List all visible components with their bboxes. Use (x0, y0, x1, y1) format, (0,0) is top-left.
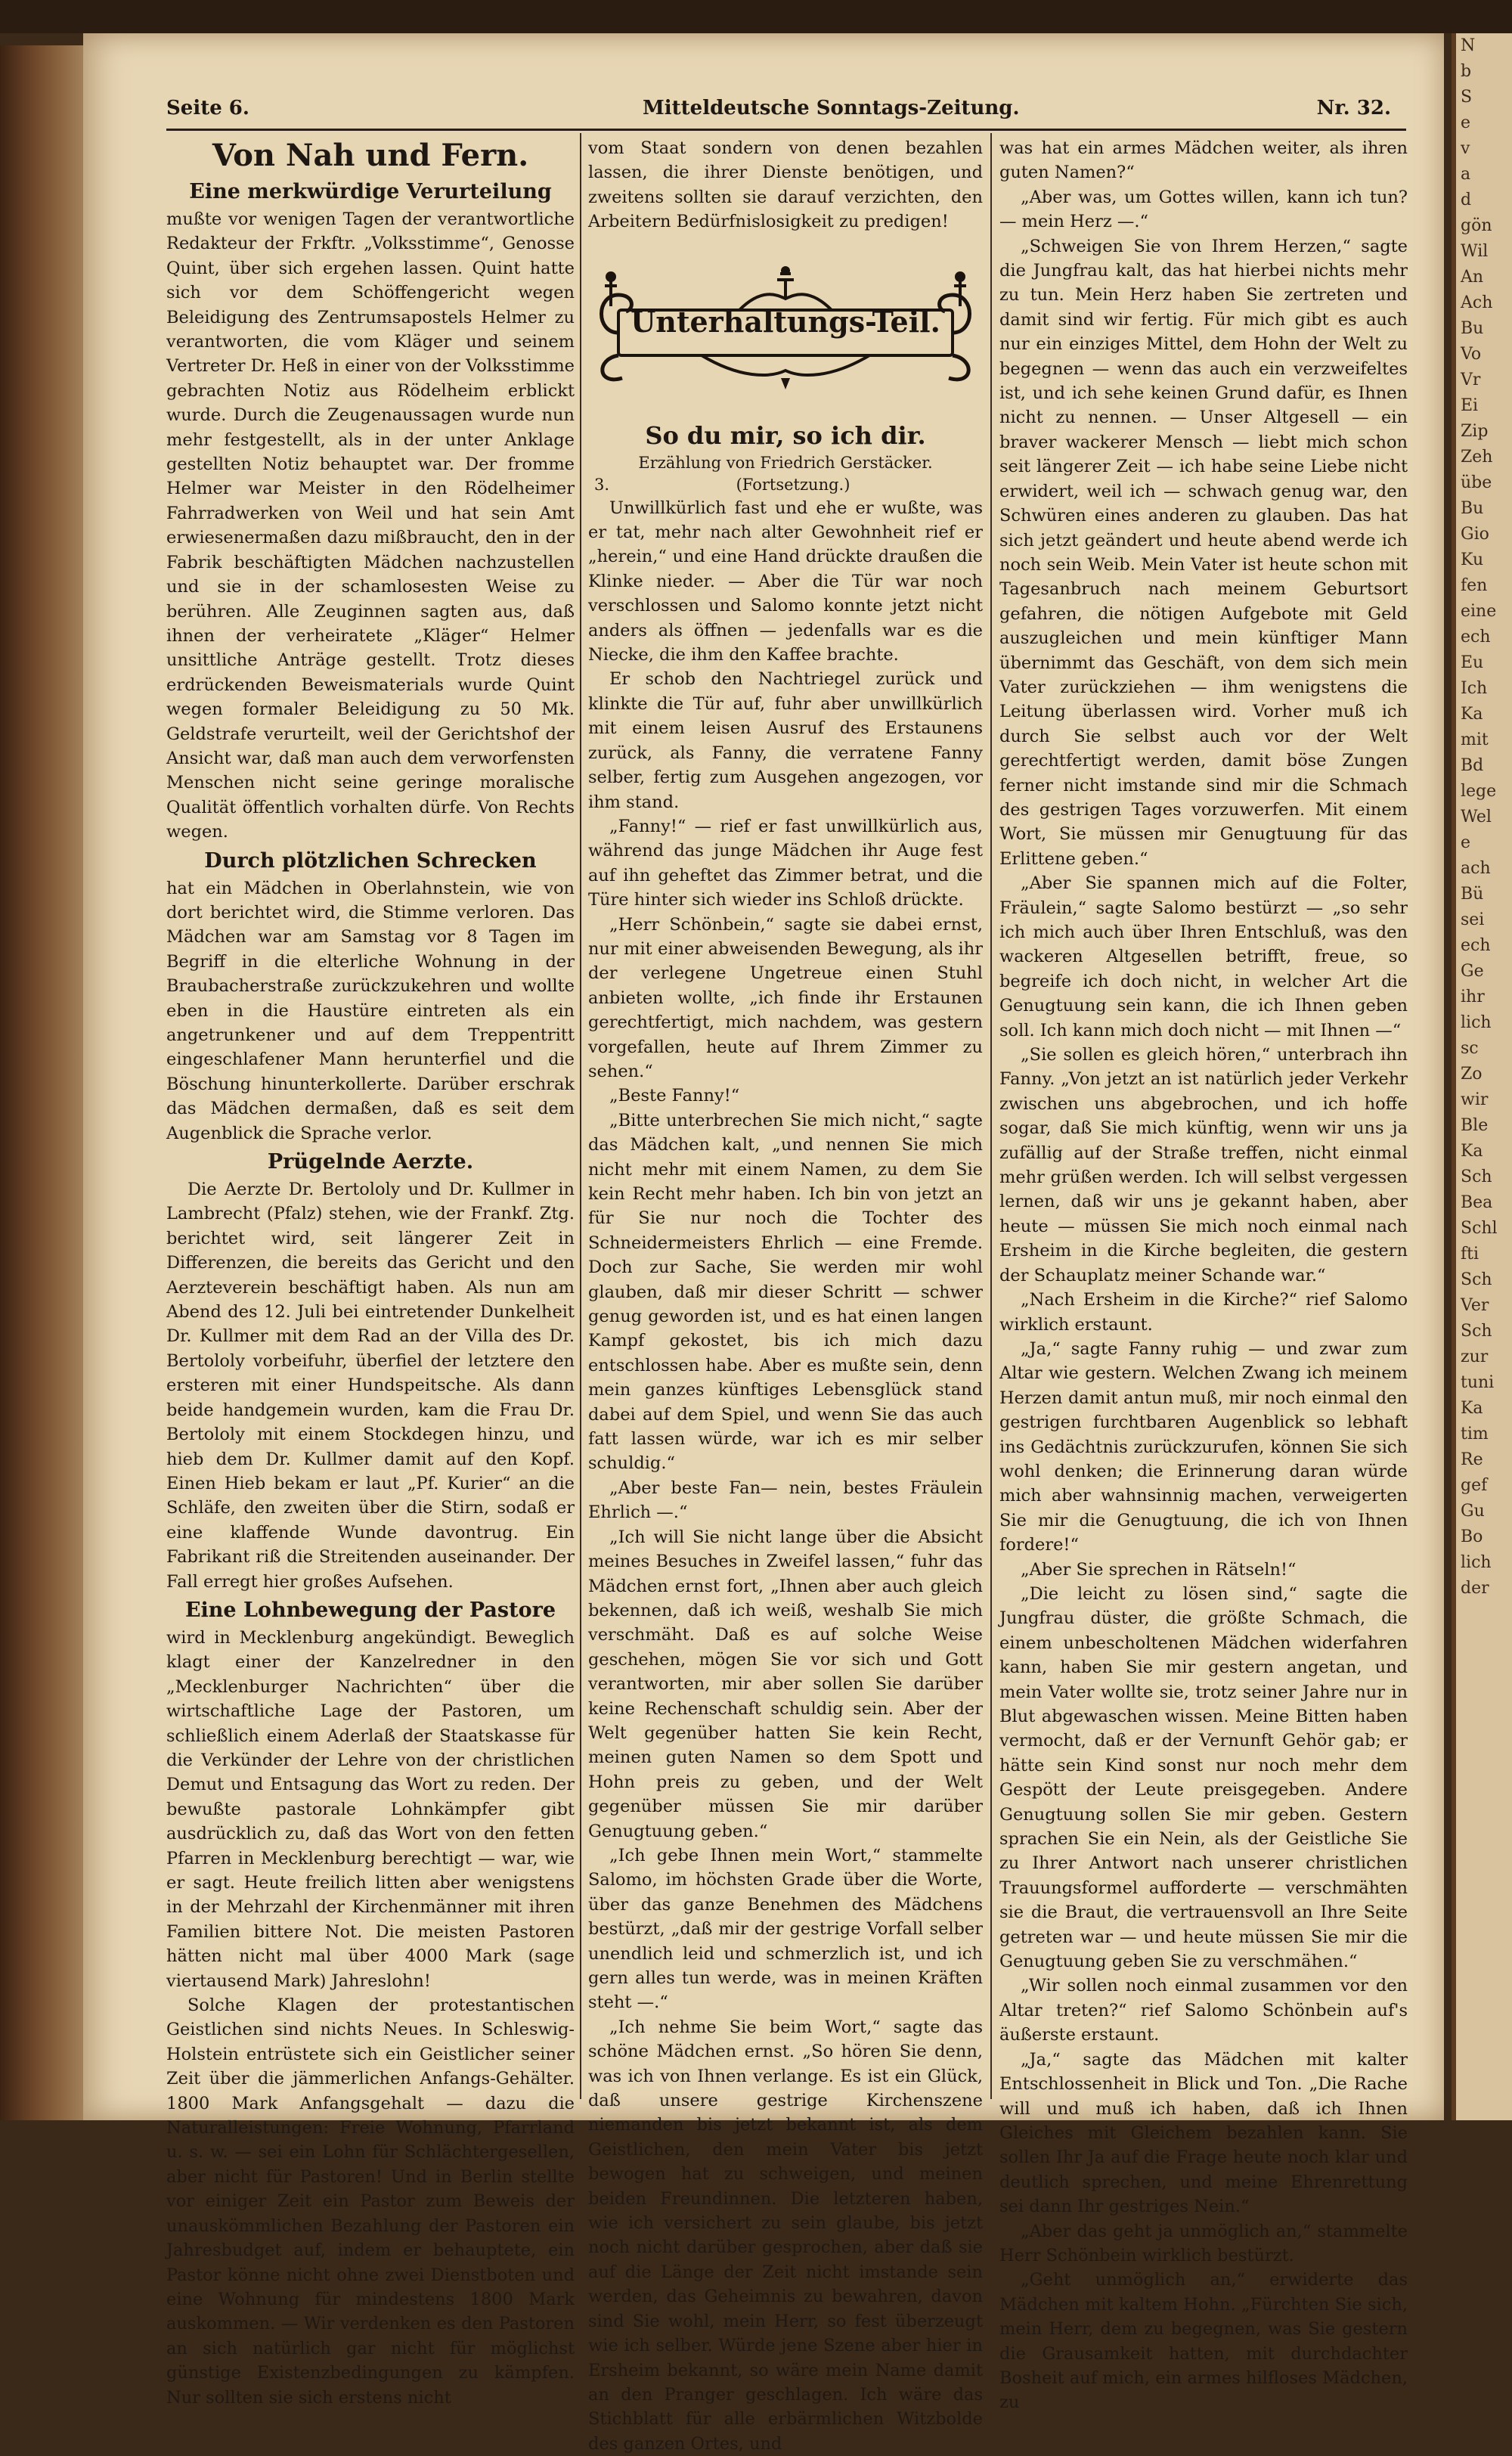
adjacent-page-edge (1452, 33, 1512, 2120)
article-heading: Durch plötzlichen Schrecken (204, 848, 537, 873)
adjacent-page-text-fragment: Gio (1461, 525, 1489, 544)
page-header (166, 97, 1391, 127)
adjacent-page-text-fragment: Re (1461, 1450, 1483, 1469)
adjacent-page-text-fragment: An (1461, 268, 1484, 287)
adjacent-page-text-fragment: Ka (1461, 1142, 1483, 1161)
adjacent-page-text-fragment: fti (1461, 1245, 1479, 1264)
story-paragraph: „Ich nehme Sie beim Wort,“ sagte das schöne Mädchen ernst. „So hören Sie denn, was ich von Ihnen verlange. Es ist ein Glück, daß unsere gestrige Kirchenszene niemanden bis jetzt bekannt ist, als dem Geistlichen, den mein Vater bis jetzt bewogen hat zu schweigen, und meinen beiden Freundinnen. Die letzteren haben, wie ich versichert zu sein glaube, bis jetzt noch nicht darüber gesprochen, aber daß sie auf die Länge der Zeit nicht imstande sein werden, das Geheimnis zu bewahren, davon sind Sie wohl, mein Herr, so fest überzeugt wie ich selber. Würde jene Szene aber hier in Ersheim bekannt, so wäre mein Name damit an den Pranger geschlagen. Ich wäre das Stichblatt für alle erbärmlichen Witzbolde des ganzen Ortes, und (588, 2017, 983, 2454)
adjacent-page-text-fragment: Ei (1461, 396, 1479, 415)
adjacent-page-text-fragment: lich (1461, 1553, 1492, 1572)
adjacent-page-text-fragment: Bo (1461, 1527, 1483, 1546)
story-paragraph: „Aber was, um Gottes willen, kann ich tun? — mein Herz —.“ (999, 187, 1408, 232)
adjacent-page-text-fragment: Ich (1461, 679, 1488, 698)
adjacent-page-text-fragment: tim (1461, 1425, 1489, 1444)
story-title: So du mir, so ich dir. (645, 420, 926, 450)
adjacent-page-text-fragment: Bea (1461, 1193, 1493, 1212)
story-paragraph: „Ja,“ sagte Fanny ruhig — und zwar zum Altar wie gestern. Welchen Zwang ich meinem Herzen damit antun muß, mir noch einmal den gestrigen furchtbaren Augenblick so lebhaft ins Gedächtnis zurückzurufen, können Sie sich wohl denken; die Erinnerung daran würde mich aber wahnsinnig machen, verweigerten Sie mir die Genugtuung, die ich von Ihnen fordere!“ (999, 1338, 1408, 1555)
adjacent-page-text-fragment: ech (1461, 936, 1491, 955)
adjacent-page-text-fragment: Ver (1461, 1296, 1489, 1315)
adjacent-page-text-fragment: Bü (1461, 885, 1484, 904)
story-paragraph: „Aber Sie sprechen in Rätseln!“ (1021, 1559, 1297, 1580)
adjacent-page-text-fragment: Ku (1461, 550, 1484, 569)
adjacent-page-text-fragment: Bu (1461, 499, 1484, 518)
story-paragraph: „Ja,“ sagte das Mädchen mit kalter Entschlossenheit in Blick und Ton. „Die Rache will und muß ich haben, daß ich Ihnen Gleiches mit Gleichem bezahlen kann. Sie sollen Ihr Ja auf die Frage heute noch klar und deutlich sprechen, und meine Ehrenrettung sei dann Ihr gestriges Nein.“ (999, 2049, 1408, 2217)
adjacent-page-text-fragment: N (1461, 36, 1476, 55)
adjacent-page-text-fragment: Schl (1461, 1219, 1498, 1238)
adjacent-page-text-fragment: gef (1461, 1476, 1488, 1495)
adjacent-page-text-fragment: Vr (1461, 371, 1481, 389)
story-paragraph: „Aber Sie spannen mich auf die Folter, Fräulein,“ sagte Salomo bestürzt — „so sehr ich mich auch über Ihren Entschluß, was den wackeren Altgesellen betrifft, freue, so begreife ich doch nicht, in welcher Art die Genugtuung sein kann, die ich Ihnen geben soll. Ich kann mich doch nicht — mit Ihnen —“ (999, 873, 1408, 1040)
section-title: Von Nah und Fern. (212, 138, 529, 173)
adjacent-page-text-fragment: ech (1461, 628, 1491, 647)
adjacent-page-text-fragment: Ka (1461, 705, 1483, 724)
story-paragraph: was hat ein armes Mädchen weiter, als ihren guten Namen?“ (999, 138, 1408, 183)
adjacent-page-text-fragment: Sch (1461, 1322, 1492, 1341)
article-heading: Eine merkwürdige Verurteilung (189, 180, 552, 203)
newspaper-title: Mitteldeutsche Sonntags-Zeitung. (643, 97, 1020, 119)
adjacent-page-text-fragment: lege (1461, 782, 1497, 801)
entertainment-section-title: Unterhaltungs-Teil. (631, 304, 940, 339)
installment-number: 3. (594, 475, 610, 494)
article-heading: Prügelnde Aerzte. (267, 1150, 474, 1174)
story-paragraph: „Beste Fanny!“ (609, 1086, 740, 1106)
story-paragraph: „Schweigen Sie von Ihrem Herzen,“ sagte die Jungfrau kalt, das hat hierbei nichts mehr zu tun. Mein Herz haben Sie zertreten und damit sind wir fertig. Für mich gibt es auch nur ein einziges Mittel, dem Hohn der Welt zu begegnen — wenn das auch ein verzweifeltes ist, und ich sehe keinen Grund dafür, es Ihnen nicht zu nennen. — Unser Altgesell — ein braver wackerer Mensch — liebt mich schon seit längerer Zeit — ich habe seine Liebe nicht erwidert, weil ich — schwach genug war, den Schwüren eines anderen zu glauben. Das hat sich jetzt geändert und heute abend werde ich noch sein Weib. Mein Vater ist heute schon mit Tagesanbruch nach meinem Geburtsort gefahren, die nötigen Aufgebote mit Geld auszugleichen und mein künftiger Mann übernimmt das Geschäft, von dem sich mein Vater zurückziehen — ihm wenigstens die Leitung überlassen wird. Vorher muß ich durch Sie selbst auch vor der Welt gerechtfertigt werden, damit böse Zungen ferner nicht imstande sind mir die Schmach des gestrigen Tages vorzuwerfen. Mit einem Wort, Sie müssen mir Genugtuung für das Erlittene geben.“ (999, 236, 1408, 869)
story-paragraph: „Herr Schönbein,“ sagte sie dabei ernst, nur mit einer abweisenden Bewegung, als ihr der verlegene Ungetreue einen Stuhl anbieten wollte, „ich finde ihr Erstaunen gerechtfertigt, mich nachdem, was gestern vorgefallen, heute auf Ihrem Zimmer zu sehen.“ (588, 914, 983, 1081)
adjacent-page-text-fragment: eine (1461, 602, 1497, 621)
story-body (999, 136, 1408, 2415)
article-paragraph: Solche Klagen der protestantischen Geistlichen sind nichts Neues. In Schleswig-Holstein entrüstete sich ein Geistlicher seiner Zeit über die jämmerlichen Anfangs-Gehälter. 1800 Mark Anfangsgehalt — dazu die Naturalleistungen: Freie Wohnung, Pfarrland u. s. w. — sei ein Lohn für Schlächtergesellen, aber nicht für Pastoren! Und in Berlin stellte vor einiger Zeit ein Pastor zum Beweis der unauskömmlichen Bezahlung der Pastoren ein Jahresbudget auf, indem er behauptete, ein Pastor könne nicht ohne zwei Dienstboten und eine Wohnung für mindestens 1800 Mark auskommen. — Wir verdenken es den Pastoren an sich natürlich gar nicht für möglichst günstige Existenzbedingungen zu kämpfen. Nur sollten sie sich erstens nicht (166, 1996, 575, 2408)
adjacent-page-text-fragment: Zo (1461, 1065, 1483, 1084)
adjacent-page-text-fragment: Ble (1461, 1116, 1489, 1135)
adjacent-page-text-fragment: a (1461, 165, 1471, 184)
story-paragraph: Er schob den Nachtriegel zurück und klinkte die Tür auf, fuhr aber unwillkürlich mit einem leisen Ausruf des Erstaunens zurück, als Fanny, die verratene Fanny selber, fertig zum Ausgehen angezogen, vor ihm stand. (588, 669, 983, 812)
adjacent-page-text-fragment: mit (1461, 730, 1489, 749)
adjacent-page-text-fragment: sc (1461, 1039, 1479, 1058)
issue-number: Nr. 32. (1316, 97, 1391, 119)
article-paragraph: Die Aerzte Dr. Bertololy und Dr. Kullmer in Lambrecht (Pfalz) stehen, wie der Frankf. Ztg. berichtet wird, seit längerer Zeit in Differenzen, die bereits das Gericht und den Aerzteverein beschäftigt haben. Als nun am Abend des 12. Juli bei eintretender Dunkelheit Dr. Kullmer mit dem Rad an der Villa des Dr. Bertololy vorbeifuhr, überfiel der letztere den ersteren mit einer Hundspeitsche. Als dann beide handgemein wurden, kam die Frau Dr. Bertololy mit einem Stockdegen hinzu, und hieb dem Dr. Kullmer damit auf den Kopf. Einen Hieb bekam er laut „Pf. Kurier“ an die Schläfe, den zweiten über die Stirn, sodaß er eine klaffende Wunde davontrug. Ein Fabrikant riß die Streitenden auseinander. Der Fall erregt hier großes Aufsehen. (166, 1180, 575, 1592)
adjacent-page-text-fragment: d (1461, 191, 1472, 209)
adjacent-page-text-fragment: Zeh (1461, 448, 1493, 467)
column-story (588, 136, 983, 2456)
article-paragraph: hat ein Mädchen in Oberlahnstein, wie von dort berichtet wird, die Stimme verloren. Das Mädchen war am Samstag vor 8 Tagen im Begriff in die elterliche Wohnung in der Braubacherstraße zurückzukehren und wollte eben in die Haustüre eintreten als ein angetrunkener und auf dem Treppentritt eingeschlafener Mann herunterfiel und die Böschung hinunterkollerte. Darüber erschrak das Mädchen dermaßen, daß es seit dem Augenblick die Sprache verlor. (166, 878, 575, 1143)
adjacent-page-text-fragment: Vo (1461, 345, 1482, 364)
continuation-label: (Fortsetzung.) (736, 475, 850, 494)
adjacent-page-text-fragment: Gu (1461, 1502, 1485, 1521)
adjacent-page-text-fragment: ach (1461, 859, 1491, 878)
story-paragraph: „Aber beste Fan— nein, bestes Fräulein Ehrlich —.“ (588, 1478, 983, 1523)
adjacent-page-text-fragment: übe (1461, 473, 1492, 492)
adjacent-page-text-fragment: Wil (1461, 242, 1489, 261)
adjacent-page-text-fragment: Zip (1461, 422, 1489, 441)
story-paragraph: „Ich gebe Ihnen mein Wort,“ stammelte Salomo, im höchsten Grade über die Worte, über das ganze Benehmen des Mädchens bestürzt, „daß mir der gestrige Vorfall selber unendlich leid und schmerzlich ist, und ich gern alles tun werde, was in meinen Kräften steht —.“ (588, 1845, 983, 2013)
page-number: Seite 6. (166, 97, 249, 119)
adjacent-page-text-fragment: lich (1461, 1013, 1492, 1032)
header-rule (166, 129, 1406, 131)
adjacent-page-text-fragment: ihr (1461, 988, 1485, 1006)
story-paragraph: „Bitte unterbrechen Sie mich nicht,“ sagte das Mädchen kalt, „und nennen Sie mich nicht mehr mit einem Namen, zu dem Sie kein Recht mehr haben. Ich bin von jetzt an für Sie nur noch die Tochter des Schneidermeisters Ehrlich — eine Fremde. Doch zur Sache, Sie werden mir wohl glauben, daß mir dieser Schritt — schwer genug geworden ist, und es hat einen langen Kampf gekostet, bis ich mich dazu entschlossen habe. Aber es mußte sein, denn mein ganzes künftiges Lebensglück stand dabei auf dem Spiel, und wenn Sie das auch fatt lassen würde, war ich es mir selber schuldig.“ (588, 1110, 983, 1474)
scan-top-border (0, 0, 1512, 33)
adjacent-page-text-fragment: Eu (1461, 653, 1484, 672)
column-divider (990, 133, 992, 2099)
story-paragraph: Unwillkürlich fast und ehe er wußte, was er tat, mehr nach alter Gewohnheit rief er „herein,“ und eine Hand drückte draußen die Klinke nieder. — Aber die Tür war noch verschlossen und Salomo konnte jetzt nicht anders als öffnen — jedenfalls war es die Niecke, die ihm den Kaffee brachte. (588, 498, 983, 665)
adjacent-page-text-fragment: e (1461, 113, 1471, 132)
adjacent-page-text-fragment: Ge (1461, 962, 1484, 981)
adjacent-page-text-fragment: Bu (1461, 319, 1484, 338)
story-paragraph: „Ich will Sie nicht lange über die Absicht meines Besuches in Zweifel lassen,“ fuhr das Mädchen ernst fort, „Ihnen aber auch gleich bekennen, daß ich weiß, weshalb Sie mich verschmäht. Daß es auf solche Weise geschehen, mögen Sie vor sich und Gott verantworten, mir aber sollen Sie darüber keine Rechenschaft schuldig sein. Aber der Welt gegenüber hatten Sie kein Recht, meinen guten Namen so dem Spott und Hohn preis zu geben, und der Welt gegenüber müssen Sie mir darüber Genugtuung geben.“ (588, 1527, 983, 1841)
adjacent-page-text-fragment: Bd (1461, 756, 1484, 775)
adjacent-page-text-fragment: fen (1461, 576, 1488, 595)
adjacent-page-text-fragment: Sch (1461, 1270, 1492, 1289)
adjacent-page-text-fragment: v (1461, 139, 1470, 158)
adjacent-page-text-fragment: der (1461, 1579, 1489, 1598)
entertainment-emblem (588, 265, 983, 401)
book-binding (0, 45, 91, 2120)
article-heading: Eine Lohnbewegung der Pastore (184, 1598, 556, 1622)
adjacent-page-text-fragment: S (1461, 88, 1473, 107)
adjacent-page-text-fragment: Ach (1461, 293, 1493, 312)
article-paragraph: wird in Mecklenburg angekündigt. Beweglich klagt einer der Kanzelredner in den „Mecklenburger Nachrichten“ über die wirtschaftliche Lage der Pastoren, um schließlich einem Aderlaß der Staatskasse für die Verkünder der Lehre von der christlichen Demut und Entsagung das Wort zu reden. Der bewußte pastorale Lohnkämpfer gibt ausdrücklich zu, daß das Wort von den fetten Pfarren in Mecklenburg berechtigt — war, wie er sagt. Heute freilich litten aber wenigstens in der Mehrzahl der Kirchenmänner mit ihren Familien bittere Not. Die meisten Pastoren hätten nicht mal über 4000 Mark (sage viertausend Mark) Jahreslohn! (166, 1627, 575, 1991)
article-continuation: vom Staat sondern von denen bezahlen lassen, die ihrer Dienste benötigen, und zweitens sollten sie darauf verzichten, den Arbeitern Bedürfnislosigkeit zu predigen! (588, 138, 983, 232)
adjacent-page-text-fragment: Wel (1461, 808, 1492, 826)
adjacent-page-text-fragment: zur (1461, 1347, 1489, 1366)
story-paragraph: „Nach Ersheim in die Kirche?“ rief Salomo wirklich erstaunt. (999, 1290, 1408, 1335)
adjacent-page-text-fragment: gön (1461, 216, 1492, 235)
adjacent-page-text-fragment: Sch (1461, 1168, 1492, 1186)
story-body (588, 496, 983, 2456)
story-paragraph: „Aber das geht ja unmöglich an,“ stammelte Herr Schönbein wirklich bestürzt. (999, 2221, 1408, 2265)
story-author: Erzählung von Friedrich Gerstäcker. (638, 453, 933, 472)
story-paragraph: „Die leicht zu lösen sind,“ sagte die Jungfrau düster, die größte Schmach, die einem unbescholtenen Mädchen widerfahren kann, haben Sie mir gestern angetan, und mein Vater wollte sie, trotz seiner Jahre nur in Blut abgewaschen wissen. Meine Bitten haben vermocht, daß er der Vernunft Gehör gab; er hätte sein Kind sonst nur noch mehr dem Gespött der Leute preisgegeben. Andere Genugtuung sollen Sie mir geben. Gestern sprachen Sie ein Nein, als der Geistliche Sie zu Ihrer Antwort nach unserer christlichen Trauungsformel aufforderte — verschmähten sie die Braut, die vertrauensvoll an Ihre Seite getreten war — und heute müssen Sie mir die Genugtuung geben Sie zu verschmähen.“ (999, 1583, 1408, 1972)
story-paragraph: „Sie sollen es gleich hören,“ unterbrach ihn Fanny. „Von jetzt an ist natürlich jeder Verkehr zwischen uns abgebrochen, und ich hoffe sogar, daß Sie mich künftig, wenn wir uns ja zufällig auf der Straße treffen, nicht einmal mehr grüßen werden. Ich will selbst vergessen lernen, daß wir uns je gekannt haben, aber heute — müssen Sie mich noch einmal nach Ersheim in die Kirche begleiten, die gestern der Schauplatz meiner Schande war.“ (999, 1045, 1408, 1285)
adjacent-page-text-fragment: b (1461, 62, 1472, 81)
adjacent-page-text-fragment: sei (1461, 910, 1485, 929)
adjacent-page-text-fragment: e (1461, 833, 1471, 852)
story-paragraph: „Wir sollen noch einmal zusammen vor den Altar treten?“ rief Salomo Schönbein auf's äußerste erstaunt. (999, 1976, 1408, 2045)
story-paragraph: „Geht unmöglich an,“ erwiderte das Mädchen mit kaltem Hohn. „Fürchten Sie sich, mein Herr, dem zu begegnen, was Sie gestern die Grausamkeit hatten, mit durchdachter Bosheit auf mich, ein armes hilfloses Mädchen, zu (999, 2270, 1408, 2413)
column-story-continued (999, 136, 1408, 2415)
adjacent-page-text-fragment: Ka (1461, 1399, 1483, 1418)
adjacent-page-text-fragment: wir (1461, 1090, 1489, 1109)
column-divider (580, 133, 581, 2099)
story-paragraph: „Fanny!“ — rief er fast unwillkürlich aus, während das junge Mädchen ihr Auge fest auf ihn geheftet das Zimmer betrat, und die Türe hinter sich wieder ins Schloß drückte. (588, 816, 983, 910)
adjacent-page-text-fragment: tuni (1461, 1373, 1495, 1392)
article-paragraph: mußte vor wenigen Tagen der verantwortliche Redakteur der Frkftr. „Volksstimme“, Genosse Quint, über sich ergehen lassen. Quint hatte sich vor dem Schöffengericht wegen Beleidigung des Zentrumsapostels Helmer zu verantworten, die vom Kläger und seinem Vertreter Dr. Heß in einer von der Volksstimme gebrachten Notiz aus Rödelheim erblickt wurde. Durch die Zeugenaussagen wurde nun mehr festgestellt, als in der unter Anklage gestellten Notiz behauptet war. Der fromme Helmer war Meister in den Rödelheimer Fahrradwerken von Weil und hat sein Amt erwiesenermaßen dazu mißbraucht, den in der Fabrik beschäftigten Mädchen nachzustellen und sie in der schamlosesten Weise zu berühren. Alle Zeuginnen sagten aus, daß ihnen der verheiratete „Kläger“ Helmer unsittliche Anträge gestellt. Trotz dieses erdrückenden Beweismaterials wurde Quint wegen formaler Beleidigung zu 50 Mk. Geldstrafe verurteilt, weil der Gerichtshof der Ansicht war, daß man auch dem verworfensten Menschen nicht seine geringe moralische Qualität öffentlich vorhalten dürfe. Von Rechts wegen. (166, 209, 575, 842)
column-news (166, 136, 575, 2410)
continuation-line (588, 473, 983, 496)
